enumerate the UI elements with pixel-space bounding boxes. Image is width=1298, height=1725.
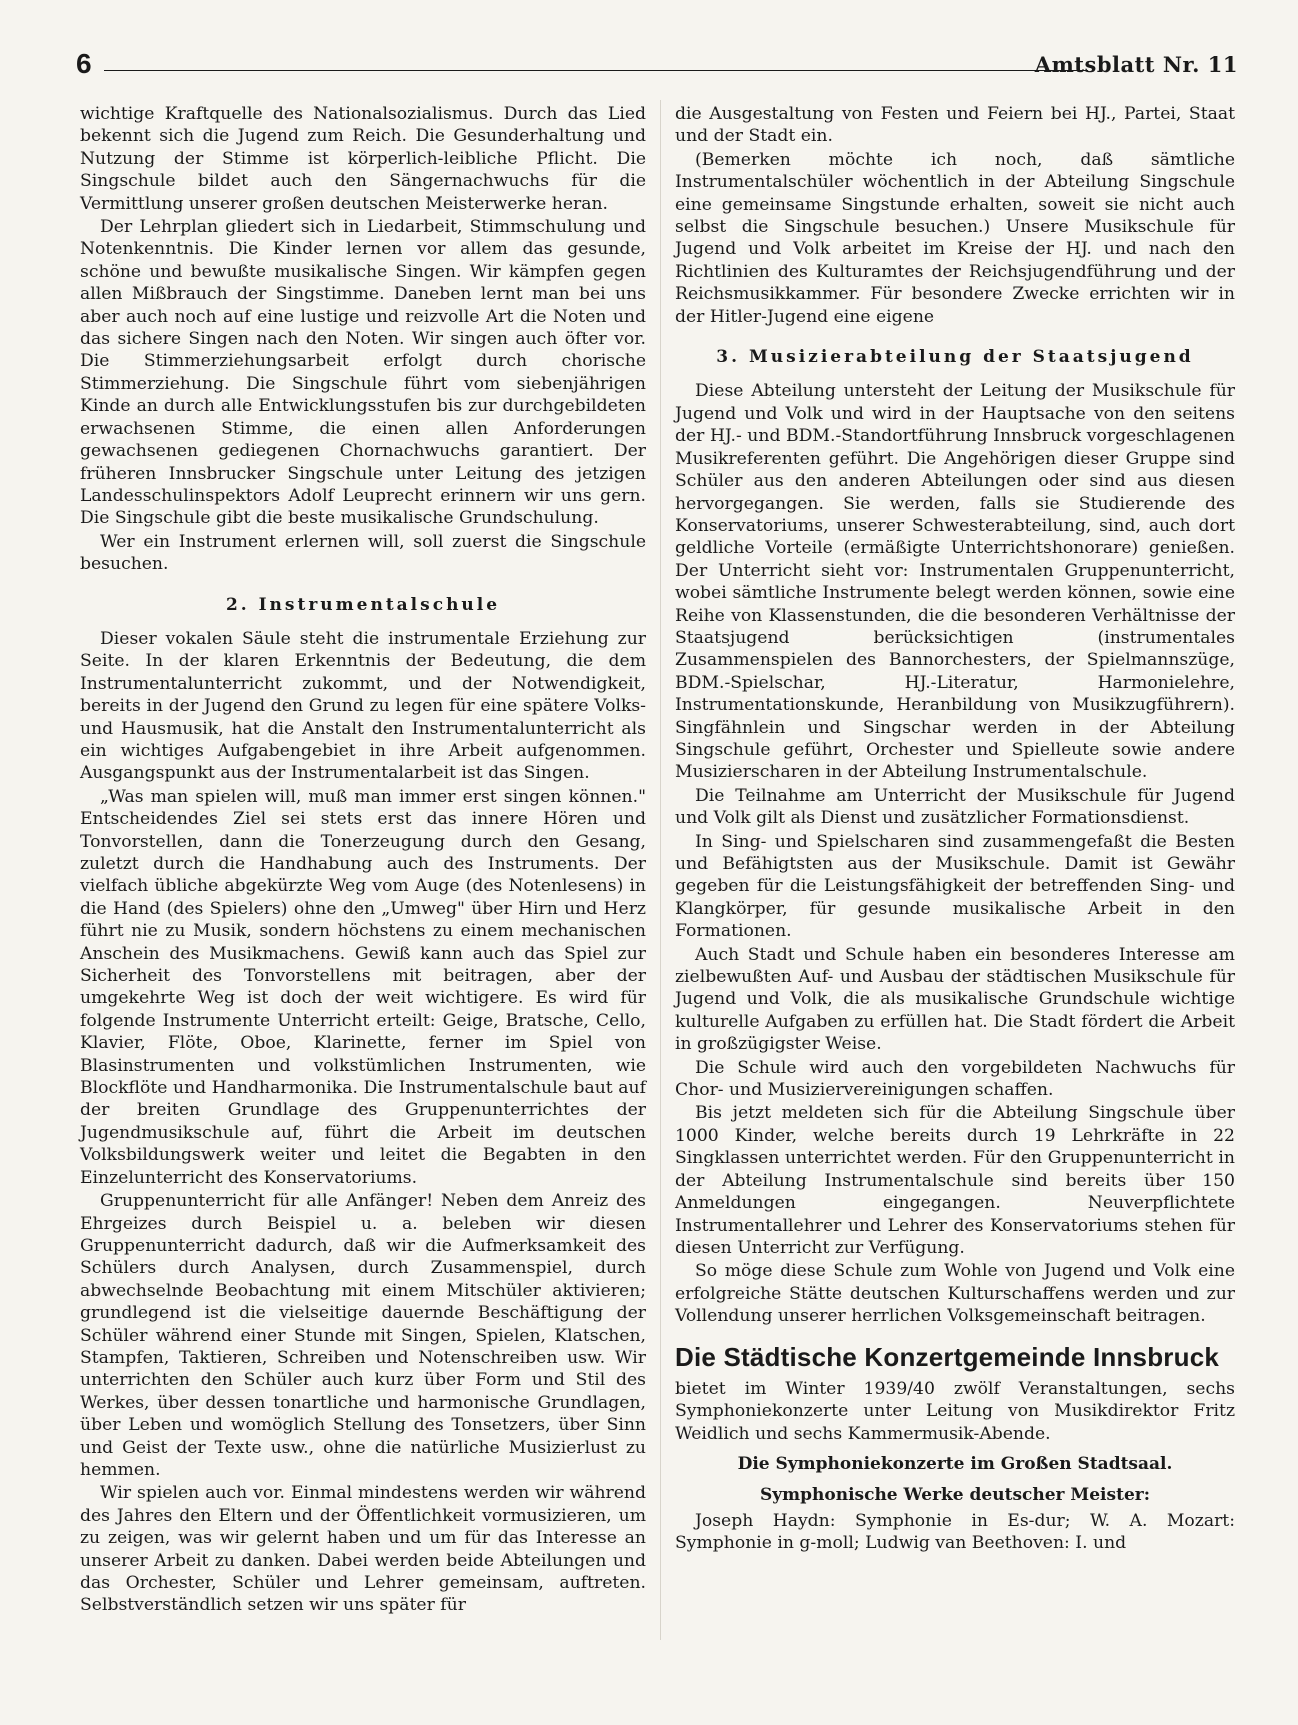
section-heading-musizierabteilung: 3. Musizierabteilung der Staatsjugend <box>716 347 1194 368</box>
paragraph: Bis jetzt meldeten sich für die Abteilung Singschule über 1000 Kinder, welche bereits durch 19 Lehrkräfte in 22 Singklassen unterrichtet werden. Für den Gruppenunterricht in der Abteilung Instrumentalschule sind bereits über 150 Anmeldungen eingegangen. Neuverpflichtete Instrumentallehrer und Lehrer des Konservatoriums stehen für diesen Unterricht zur Verfügung. <box>675 1103 1235 1258</box>
paragraph: „Was man spielen will, muß man immer erst singen können." Entscheidendes Ziel sei stets erst das innere Hören und Tonvorstellen, dann die Tonerzeugung durch den Gesang, zuletzt durch die Handhabung auch des Instruments. Der vielfach übliche abgekürzte Weg vom Auge (des Notenlesens) in die Hand (des Spielers) ohne den „Umweg" über Hirn und Herz führt nie zu Musik, sondern höchstens zu einem mechanischen Anschein des Musikmachens. Gewiß kann auch das Spiel zur Sicherheit des Tonvorstellens mit beitragen, aber der umgekehrte Weg ist doch der weit wichtigere. Es wird für folgende Instrumente Unterricht erteilt: Geige, Bratsche, Cello, Klavier, Flöte, Oboe, Klarinette, ferner im Spiel von Blasinstrumenten und volkstümlichen Instrumenten, wie Blockflöte und Handharmonika. Die Instrumentalschule baut auf der breiten Grundlage des Gruppenunterrichtes der Jugendmusikschule auf, führt die Arbeit im deutschen Volksbildungswerk weiter und leitet die Begabten in den Einzelunterricht des Konservatoriums. <box>80 786 646 1188</box>
paragraph: Wir spielen auch vor. Einmal mindestens werden wir während des Jahres den Eltern und der Öffentlichkeit vormusizieren, um zu zeigen, was wir gelernt haben und um für das Interesse an unserer Arbeit zu danken. Dabei werden beide Abteilungen und das Orchester, Schüler und Lehrer gemeinsam, auftreten. Selbstverständlich setzen wir uns später für <box>80 1483 646 1616</box>
paragraph: Der Lehrplan gliedert sich in Liedarbeit, Stimmschulung und Notenkenntnis. Die Kinder lernen vor allem das gesunde, schöne und bewußte musikalische Singen. Wir kämpfen gegen allen Mißbrauch der Singstimme. Daneben lernt man bei uns aber auch noch auf eine lustige und reizvolle Art die Noten und das sichere Singen nach den Noten. Wir singen auch öfter vor. Die Stimmerziehungsarbeit erfolgt durch chorische Stimmerziehung. Die Singschule führt vom siebenjährigen Kinde an durch alle Entwicklungsstufen bis zur durchgebildeten erwachsenen Stimme, die einen allen Anforderungen gewachsenen gediegenen Chornachwuchs garantiert. Der früheren Innsbrucker Singschule unter Leitung des jetzigen Landesschulinspektors Adolf Leuprecht erinnern wir uns gern. Die Singschule gibt die beste musikalische Grundschulung. <box>80 217 646 529</box>
paragraph: Wer ein Instrument erlernen will, soll zuerst die Singschule besuchen. <box>80 531 646 575</box>
paragraph: So möge diese Schule zum Wohle von Jugend und Volk eine erfolgreiche Stätte deutschen Kulturschaffens werden und zur Vollendung unserer herrlichen Volksgemeinschaft beitragen. <box>675 1261 1235 1327</box>
subheading-symphonische-werke: Symphonische Werke deutscher Meister: <box>759 1484 1150 1505</box>
paragraph: Die Schule wird auch den vorgebildeten Nachwuchs für Chor- und Musiziervereinigungen schaffen. <box>675 1057 1235 1101</box>
column-divider <box>660 100 661 1640</box>
paragraph: (Bemerken möchte ich noch, daß sämtliche Instrumentalschüler wöchentlich in der Abteilung Singschule eine gemeinsame Singstunde erhalten, soweit sie nicht auch selbst die Singschule besuchen.) Unsere Musikschule für Jugend und Volk arbeitet im Kreise der HJ. und nach den Richtlinien des Kulturamtes der Reichsjugendführung und der Reichsmusikkammer. Für besondere Zwecke errichten wir in der Hitler-Jugend eine eigene <box>675 149 1235 327</box>
paragraph: Die Teilnahme am Unterricht der Musikschule für Jugend und Volk gilt als Dienst und zusätzlicher Formationsdienst. <box>675 785 1235 829</box>
publication-title: Amtsblatt Nr. 11 <box>1034 52 1238 77</box>
paragraph: Dieser vokalen Säule steht die instrumentale Erziehung zur Seite. In der klaren Erkenntnis der Bedeutung, die dem Instrumentalunterricht zukommt, und der Notwendigkeit, bereits in der Jugend den Grund zu legen für eine spätere Volks- und Hausmusik, hat die Anstalt den Instrumentalunterricht als ein wichtiges Aufgabengebiet in ihre Arbeit aufgenommen. Ausgangspunkt aus der Instrumentalarbeit ist das Singen. <box>80 628 646 784</box>
right-column <box>675 103 1235 1556</box>
article-headline-konzertgemeinde: Die Städtische Konzertgemeinde Innsbruck <box>675 1341 1220 1372</box>
paragraph: die Ausgestaltung von Festen und Feiern bei HJ., Partei, Staat und der Stadt ein. <box>675 104 1235 147</box>
paragraph: Auch Stadt und Schule haben ein besonderes Interesse am zielbewußten Auf- und Ausbau der städtischen Musikschule für Jugend und Volk, die als musikalische Grundschule wichtige kulturelle Aufgaben zu erfüllen hat. Die Stadt fördert die Arbeit in großzügigster Weise. <box>675 944 1235 1055</box>
paragraph: Joseph Haydn: Symphonie in Es-dur; W. A. Mozart: Symphonie in g-moll; Ludwig van Beethoven: I. und <box>675 1510 1235 1554</box>
header-rule <box>104 70 1088 71</box>
left-column <box>80 103 646 1618</box>
paragraph: wichtige Kraftquelle des Nationalsozialismus. Durch das Lied bekennt sich die Jugend zum Reich. Die Gesunderhaltung und Nutzung der Stimme ist körperlich-leibliche Pflicht. Die Singschule bildet auch den Sängernachwuchs für die Vermittlung unserer großen deutschen Meisterwerke heran. <box>80 104 646 214</box>
page-number: 6 <box>76 48 92 79</box>
paragraph: Gruppenunterricht für alle Anfänger! Neben dem Anreiz des Ehrgeizes durch Beispiel u. a. beleben wir diesen Gruppenunterricht dadurch, daß wir die Aufmerksamkeit des Schülers durch Analysen, durch Zusammenspiel, durch abwechselnde Beobachtung mit einem Mitschüler aktivieren; grundlegend ist die vielseitige dauernde Beschäftigung der Schüler während einer Stunde mit Singen, Spielen, Klatschen, Stampfen, Taktieren, Schreiben und Notenschreiben usw. Wir unterrichten den Schüler auch kurz über Form und Stil des Werkes, über dessen tonartliche und harmonische Grundlagen, über Leben und womöglich Stellung des Tonsetzers, über Sinn und Geist der Texte usw., ohne die natürliche Musizierlust zu hemmen. <box>80 1191 646 1480</box>
page-header <box>76 48 1238 88</box>
section-heading-instrumentalschule: 2. Instrumentalschule <box>225 594 501 615</box>
paragraph: In Sing- und Spielscharen sind zusammengefaßt die Besten und Befähigtsten aus der Musikschule. Damit ist Gewähr gegeben für die Leistungsfähigkeit der betreffenden Sing- und Klangkörper, für gesunde musikalische Arbeit in den Formationen. <box>675 831 1235 942</box>
paragraph: Diese Abteilung untersteht der Leitung der Musikschule für Jugend und Volk und wird in der Hauptsache von den seitens der HJ.- und BDM.-Standortführung Innsbruck vorgeschlagenen Musikreferenten geführt. Die Angehörigen dieser Gruppe sind Schüler aus den anderen Abteilungen oder sind aus diesen hervorgegangen. Sie werden, falls sie Studierende des Konservatoriums, unserer Schwesterabteilung, sind, auch dort geldliche Vorteile (ermäßigte Unterrichtshonorare) genießen. Der Unterricht sieht vor: Instrumentalen Gruppenunterricht, wobei sämtliche Instrumente belegt werden können, sowie eine Reihe von Klassenstunden, die die besonderen Verhältnisse der Staatsjugend berücksichtigen (instrumentales Zusammenspielen des Bannorchesters, der Spielmannszüge, BDM.-Spielschar, HJ.-Literatur, Harmonielehre, Instrumentationskunde, Heranbildung von Musikzugführern). Singfähnlein und Singschar werden in der Abteilung Singschule geführt, Orchester und Spielleute sowie andere Musizierscharen in der Abteilung Instrumentalschule. <box>675 381 1235 783</box>
paragraph: bietet im Winter 1939/40 zwölf Veranstaltungen, sechs Symphoniekonzerte unter Leitung von Musikdirektor Fritz Weidlich und sechs Kammermusik-Abende. <box>675 1378 1235 1444</box>
subheading-symphoniekonzerte: Die Symphoniekonzerte im Großen Stadtsaal. <box>737 1454 1173 1475</box>
